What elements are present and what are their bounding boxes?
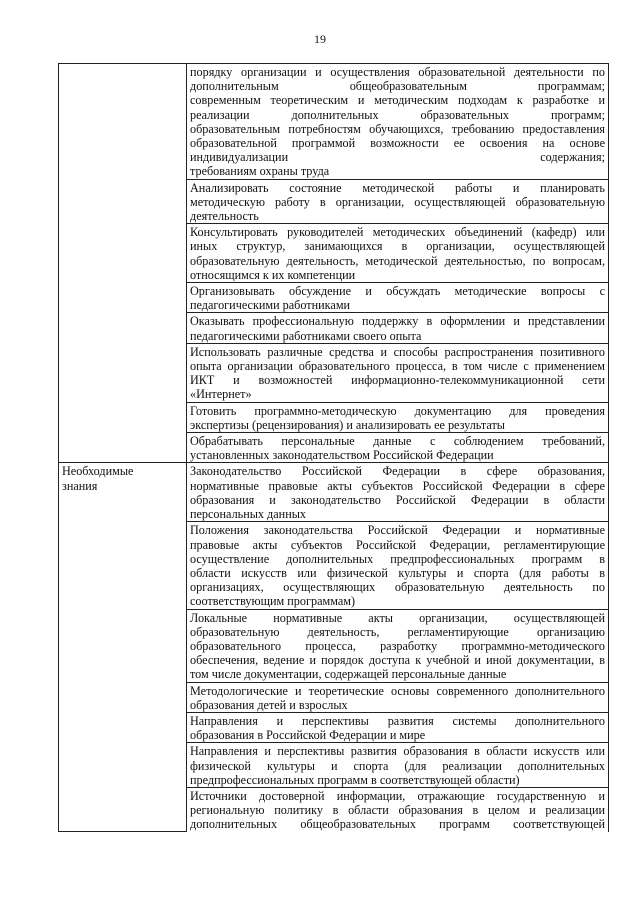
text-line: региональную политику в области образования в целом и реализации [190, 803, 605, 818]
text-line: относящимся к их компетенции [190, 267, 356, 282]
table-cell-text [187, 609, 609, 682]
table-cell-text [187, 283, 609, 313]
text-line: современным теоретическим и методическим подходам к разработке и [190, 93, 605, 108]
text-line: осуществление дополнительных предпрофессиональных программ в [190, 551, 605, 566]
text-line: Локальные нормативные акты организации, осуществляющей [190, 610, 605, 625]
text-line: Направления и перспективы развития образования в области искусств или [190, 744, 605, 759]
text-line: образования детей и взрослых [190, 697, 348, 712]
page-number: 19 [314, 32, 326, 46]
table-cell-text [187, 522, 609, 609]
competency-table [58, 63, 609, 832]
row-label-knowledge [59, 463, 187, 832]
table-cell-text [187, 682, 609, 712]
text-line: опыта организации образовательного процесса, в том числе с применением [190, 359, 605, 374]
text-line: образования в Российской Федерации и мире [190, 728, 426, 743]
table-cell-text [187, 402, 609, 432]
text-line: Оказывать профессиональную поддержку в оформлении и представлении [190, 314, 605, 329]
text-line: «Интернет» [190, 387, 252, 402]
table-cell-text [187, 433, 609, 463]
text-line: педагогическими работниками [190, 298, 351, 313]
text-line: требованиям охраны труда [190, 164, 330, 179]
text-line: предпрофессиональных программ в соответствующей области) [190, 772, 520, 787]
table-cell-text [187, 787, 609, 831]
text-line: Положения законодательства Российской Федерации и нормативные [190, 523, 605, 538]
text-line: Направления и перспективы развития системы дополнительного [190, 713, 605, 728]
text-line: образовательным потребностям обучающихся, требованию предоставления [190, 121, 605, 136]
text-line: правовые акты субъектов Российской Федерации, регламентирующие [190, 537, 605, 552]
text-line: образовательной программой возможности ее освоения на основе [190, 136, 605, 151]
text-line: методическую работу в организации, осуществляющей образовательную [190, 194, 605, 209]
text-line: реализации дополнительных образовательных программ; [190, 107, 605, 122]
text-line: Использовать различные средства и способы распространения позитивного [190, 344, 605, 359]
text-line: Источники достоверной информации, отражающие государственную и [190, 788, 605, 803]
text-line: области искусств или физической культуры и спорта (для работы в [190, 565, 605, 580]
text-line: деятельность [190, 209, 259, 224]
text-line: образовательную деятельность, методической деятельностью, по вопросам, [190, 253, 605, 268]
table-cell-text [187, 179, 609, 224]
text-line: Консультировать руководителей методических объединений (кафедр) или [190, 225, 605, 240]
text-line: нормативные правовые акты субъектов Российской Федерации в сфере [190, 478, 605, 493]
text-line: Законодательство Российской Федерации в сфере образования, [190, 464, 605, 479]
text-line: дополнительным общеобразовательным программам; [190, 79, 605, 94]
text-line: иных структур, занимающихся в организации, осуществляющей [190, 239, 605, 254]
text-line: организациях, осуществляющих образовательную деятельность по [190, 580, 605, 595]
text-line: том числе документации, содержащей персональные данные [190, 667, 507, 682]
text-line: порядку организации и осуществления образовательной деятельности по [190, 65, 605, 79]
row-label-line: Необходимые [62, 464, 134, 479]
row-label-line: знания [62, 478, 98, 493]
table-row [59, 64, 609, 180]
row-label-empty [59, 64, 187, 463]
table-cell-text [187, 224, 609, 283]
text-line: педагогическими работниками своего опыта [190, 328, 422, 343]
text-line: образования и законодательство Российской Федерации в области [190, 492, 605, 507]
table-cell-text [187, 743, 609, 788]
text-line: ИКТ и возможностей информационно-телекоммуникационной сети [190, 373, 605, 388]
text-line: Анализировать состояние методической работы и планировать [190, 180, 605, 195]
text-line: дополнительных общеобразовательных программ соответствующей [190, 817, 605, 832]
table-cell-text [187, 313, 609, 343]
text-line: образовательную деятельность, регламентирующие организацию [190, 624, 605, 639]
text-line: Методологические и теоретические основы современного дополнительного [190, 683, 605, 698]
text-line: персональных данных [190, 507, 306, 522]
text-line: обеспечения, ведение и порядок доступа к учебной и иной документации, в [190, 653, 605, 668]
text-line: установленных законодательством Российской Федерации [190, 448, 494, 463]
table-cell-text [187, 712, 609, 742]
table-cell-text [187, 463, 609, 522]
text-line: Готовить программно-методическую документацию для проведения [190, 403, 605, 418]
text-line: экспертизы (рецензирования) и анализировать ее результаты [190, 417, 505, 432]
text-line: соответствующим программам) [190, 594, 356, 609]
table-row [59, 463, 609, 522]
text-line: образовательного процесса, разработку программно-методического [190, 638, 605, 653]
text-line: индивидуализации содержания; [190, 150, 605, 165]
table-cell-text [187, 343, 609, 402]
text-line: Организовывать обсуждение и обсуждать методические вопросы с [190, 284, 605, 299]
text-line: физической культуры и спорта (для реализации дополнительных [190, 758, 605, 773]
text-line: Обрабатывать персональные данные с соблюдением требований, [190, 434, 605, 449]
table-cell-text [187, 64, 609, 180]
